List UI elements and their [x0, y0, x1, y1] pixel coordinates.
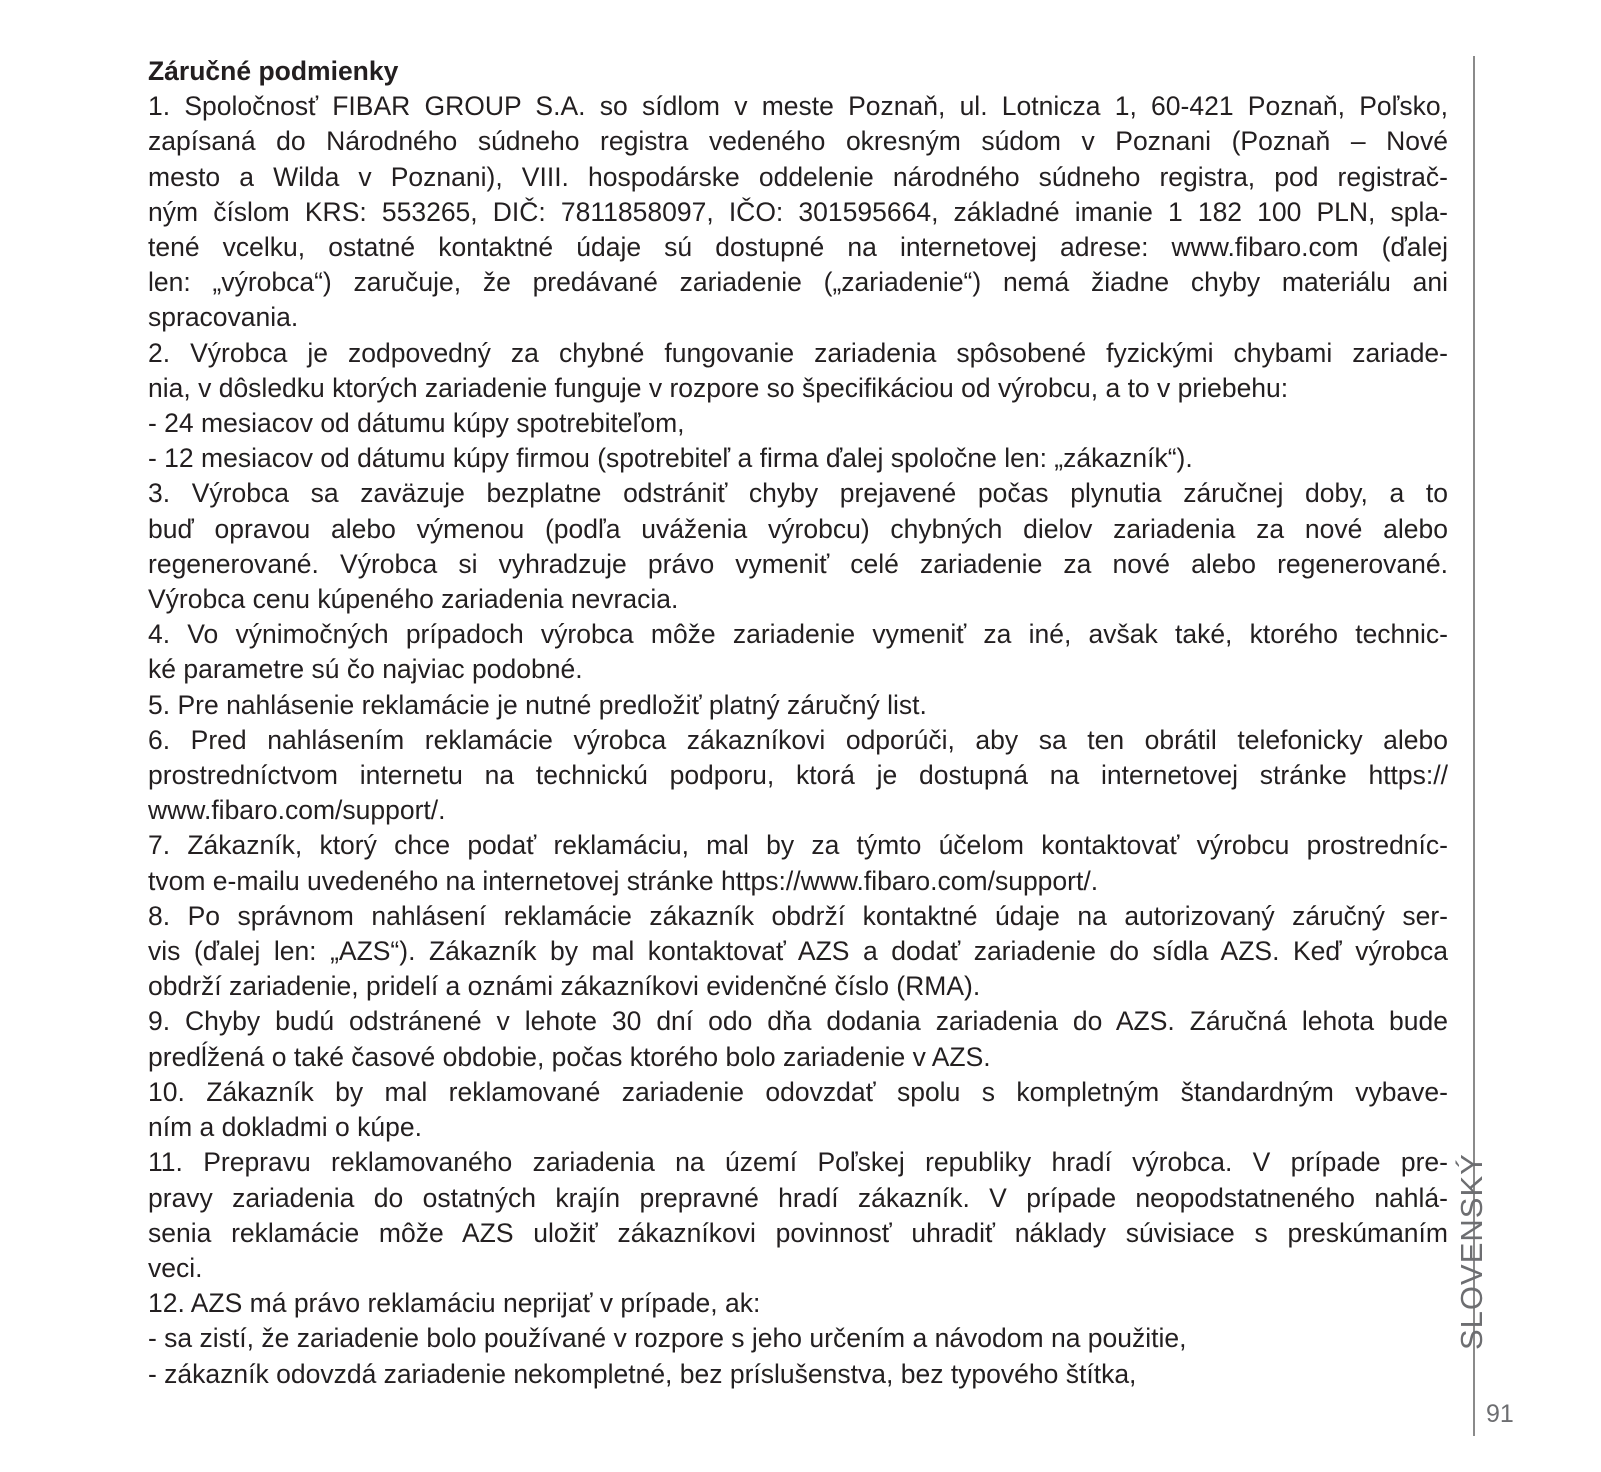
text-line: Výrobca cenu kúpeného zariadenia nevracia. [148, 584, 679, 615]
text-line: regenerované. Výrobca si vyhradzuje právo vymeniť celé zariadenie za nové alebo regenerované. [148, 548, 1448, 579]
text-line: ným číslom KRS: 553265, DIČ: 7811858097, IČO: 301595664, základné imanie 1 182 100 PLN, spla- [148, 196, 1448, 227]
text-line: 9. Chyby budú odstránené v lehote 30 dní odo dňa dodania zariadenia do AZS. Záručná lehota bude [148, 1006, 1448, 1037]
text-line: nia, v dôsledku ktorých zariadenie funguje v rozpore so špecifikáciou od výrobcu, a to v priebehu: [148, 372, 1289, 403]
text-line: buď opravou alebo výmenou (podľa uváženia výrobcu) chybných dielov zariadenia za nové alebo [148, 513, 1448, 544]
language-label: SLOVENSKÝ [1454, 1153, 1489, 1350]
text-line: 7. Zákazník, ktorý chce podať reklamáciu, mal by za týmto účelom kontaktovať výrobcu prostredníc- [148, 830, 1448, 861]
text-line: senia reklamácie môže AZS uložiť zákazníkovi povinnosť uhradiť náklady súvisiace s preskúmaním [148, 1217, 1448, 1248]
text-line: - 24 mesiacov od dátumu kúpy spotrebiteľom, [148, 408, 685, 439]
text-line: mesto a Wilda v Poznani), VIII. hospodárske oddelenie národného súdneho registra, pod registrač- [148, 161, 1448, 192]
text-line: www.fibaro.com/support/. [148, 795, 446, 826]
text-line: ké parametre sú čo najviac podobné. [148, 654, 583, 685]
text-line: len: „výrobca“) zaručuje, že predávané zariadenie („zariadenie“) nemá žiadne chyby materiálu ani [148, 267, 1448, 298]
section-title: Záručné podmienky [148, 56, 399, 86]
text-line: 5. Pre nahlásenie reklamácie je nutné predložiť platný záručný list. [148, 689, 927, 720]
text-line: ním a dokladmi o kúpe. [148, 1112, 422, 1143]
text-line: 12. AZS má právo reklamáciu neprijať v prípade, ak: [148, 1288, 761, 1319]
text-line: tvom e-mailu uvedeného na internetovej stránke https://www.fibaro.com/support/. [148, 865, 1099, 896]
text-line: 6. Pred nahlásením reklamácie výrobca zákazníkovi odporúči, aby sa ten obrátil telefonicky alebo [148, 724, 1448, 755]
text-line: 11. Prepravu reklamovaného zariadenia na území Poľskej republiky hradí výrobca. V prípade pre- [148, 1147, 1448, 1178]
text-line: - 12 mesiacov od dátumu kúpy firmou (spotrebiteľ a firma ďalej spoločne len: „zákazník“). [148, 443, 1193, 474]
document-body [148, 54, 1448, 1392]
text-line: prostredníctvom internetu na technickú podporu, ktorá je dostupná na internetovej stránke https:// [148, 760, 1448, 791]
document-text [148, 89, 1448, 1392]
text-line: 10. Zákazník by mal reklamované zariadenie odovzdať spolu s kompletným štandardným vybave- [148, 1076, 1448, 1107]
text-line: 1. Spoločnosť FIBAR GROUP S.A. so sídlom v meste Poznaň, ul. Lotnicza 1, 60-421 Poznaň, Poľsko, [148, 91, 1448, 122]
page-number: 91 [1486, 1400, 1514, 1428]
text-line: spracovania. [148, 302, 299, 333]
text-line: predĺžená o také časové obdobie, počas ktorého bolo zariadenie v AZS. [148, 1041, 991, 1072]
text-line: veci. [148, 1252, 203, 1283]
text-line: 4. Vo výnimočných prípadoch výrobca môže zariadenie vymeniť za iné, avšak také, ktorého technic- [148, 619, 1448, 650]
text-line: 8. Po správnom nahlásení reklamácie zákazník obdrží kontaktné údaje na autorizovaný záručný ser- [148, 900, 1448, 931]
text-line: obdrží zariadenie, pridelí a oznámi zákazníkovi evidenčné číslo (RMA). [148, 971, 981, 1002]
text-line: pravy zariadenia do ostatných krajín prepravné hradí zákazník. V prípade neopodstatneného nahlá- [148, 1182, 1448, 1213]
text-line: tené vcelku, ostatné kontaktné údaje sú dostupné na internetovej adrese: www.fibaro.com (ďalej [148, 232, 1448, 263]
text-line: vis (ďalej len: „AZS“). Zákazník by mal kontaktovať AZS a dodať zariadenie do sídla AZS. Keď výrobca [148, 936, 1448, 967]
text-line: - zákazník odovzdá zariadenie nekompletné, bez príslušenstva, bez typového štítka, [148, 1358, 1137, 1389]
text-line: 3. Výrobca sa zaväzuje bezplatne odstrániť chyby prejavené počas plynutia záručnej doby, a to [148, 478, 1448, 509]
text-line: zapísaná do Národného súdneho registra vedeného okresným súdom v Poznani (Poznaň – Nové [148, 126, 1448, 157]
text-line: - sa zistí, že zariadenie bolo používané v rozpore s jeho určením a návodom na použitie, [148, 1323, 1187, 1354]
text-line: 2. Výrobca je zodpovedný za chybné fungovanie zariadenia spôsobené fyzickými chybami zariade- [148, 337, 1448, 368]
